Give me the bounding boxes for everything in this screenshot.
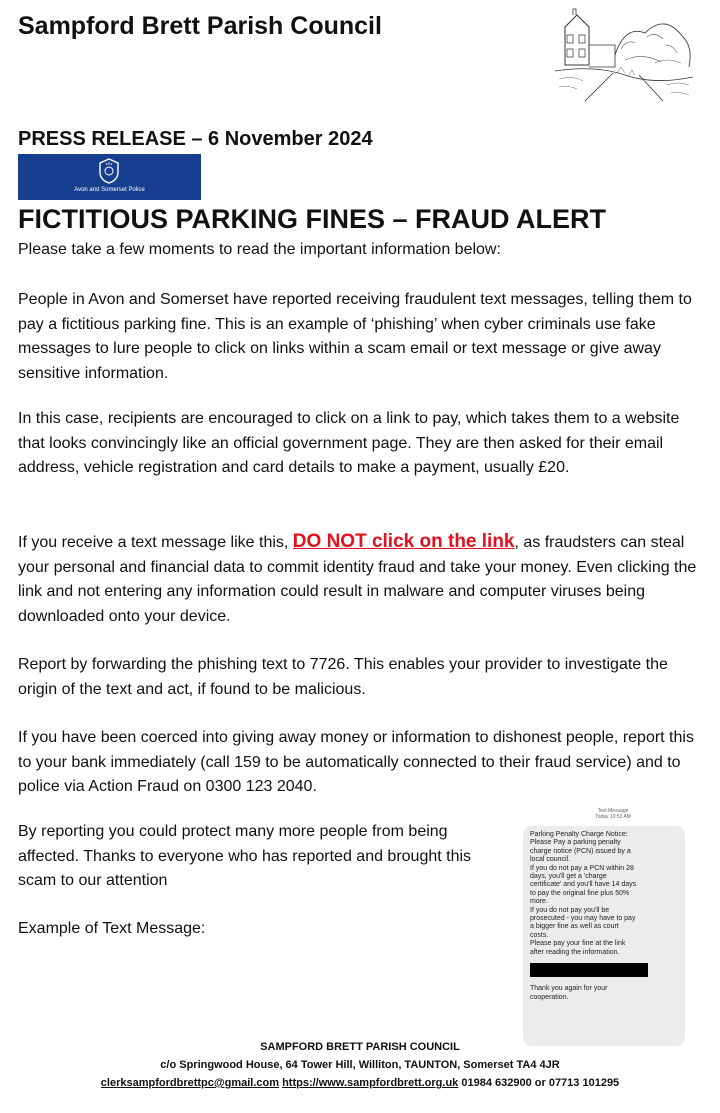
sms-meta-type: Text Message [597,808,629,814]
footer-contact [0,1077,720,1089]
warning-text-end: , as fraudsters can steal your personal and financial data to commit identity fraud and take your money. Even clicking the link and not entering any information could result in malware and computer viruses being downloaded onto your device. [18,534,697,625]
sms-line: after reading the information. [530,948,620,956]
police-badge-banner [18,154,201,200]
footer-org: SAMPFORD BRETT PARISH COUNCIL [260,1041,460,1053]
sms-line: Please pay your fine at the link [530,940,626,948]
sms-line: Please Pay a parking penalty [530,839,621,847]
footer-website-link[interactable]: https://www.sampfordbrett.org.uk [282,1077,459,1089]
sms-line: Parking Penalty Charge Notice: [530,831,628,838]
sms-line: If you do not pay you'll be [530,906,610,914]
thanks-paragraph: By reporting you could protect many more people from being affected. Thanks to everyone who has reported and brought this scam to our attention [18,823,472,889]
sms-line: charge notice (PCN) issued by a [530,847,631,855]
warning-paragraph [18,530,698,629]
website-paragraph: In this case, recipients are encouraged to click on a link to pay, which takes them to a website that looks convincingly like an official government page. They are then asked for their email address, vehicle registration and card details to make a payment, usually £20. [18,410,680,476]
example-text-message [523,826,685,1046]
example-label: Example of Text Message: [18,920,206,937]
phishing-paragraph: People in Avon and Somerset have reported receiving fraudulent text messages, telling them to pay a fictitious parking fine. This is an example of ‘phishing’ when cyber criminals use fake messages to lure people to click on links within a scam email or text message or give away sensitive information. [18,291,692,382]
police-badge-text: Avon and Somerset Police [74,187,145,193]
sms-line: costs. [530,931,549,939]
report-paragraph: Report by forwarding the phishing text to 7726. This enables your provider to investigate the origin of the text and act, if found to be malicious. [18,656,668,698]
sms-timestamp [583,808,643,820]
warning-text-start: If you receive a text message like this, [18,534,293,551]
village-sketch-illustration [555,5,693,101]
sms-line: more. [530,898,548,906]
press-release-heading: PRESS RELEASE – 6 November 2024 [18,128,373,150]
sms-line: prosecuted - you may have to pay [530,915,636,923]
sms-line: to pay the original fine plus 50% [530,889,630,897]
sms-line: days, you'll get a 'charge [530,873,607,881]
intro-paragraph: Please take a few moments to read the important information below: [18,241,501,258]
sms-line: a bigger fine as well as court [530,923,619,931]
sms-line: Thank you again for your [530,985,608,993]
footer-phones: 01984 632900 or 07713 101295 [461,1077,620,1089]
council-title: Sampford Brett Parish Council [18,12,382,40]
police-crest-icon [98,158,120,184]
footer-address: c/o Springwood House, 64 Tower Hill, Williton, TAUNTON, Somerset TA4 4JR [160,1059,560,1071]
fraud-alert-headline: FICTITIOUS PARKING FINES – FRAUD ALERT [18,204,607,234]
redacted-link [530,963,648,977]
footer-email-link[interactable]: clerksampfordbrettpc@gmail.com [100,1077,280,1089]
sms-line: If you do not pay a PCN within 28 [530,864,634,872]
sms-line: cooperation. [530,993,569,1001]
sms-meta-time: Today 10:53 AM [595,814,631,820]
sms-line: local council. [530,856,571,864]
do-not-click-warning: DO NOT click on the link [292,531,515,552]
coerced-paragraph: If you have been coerced into giving away money or information to dishonest people, report this to your bank immediately (call 159 to be automatically connected to their fraud service) and to police via Action Fraud on 0300 123 2040. [18,729,694,795]
sms-line: certificate' and you'll have 14 days [530,881,637,889]
